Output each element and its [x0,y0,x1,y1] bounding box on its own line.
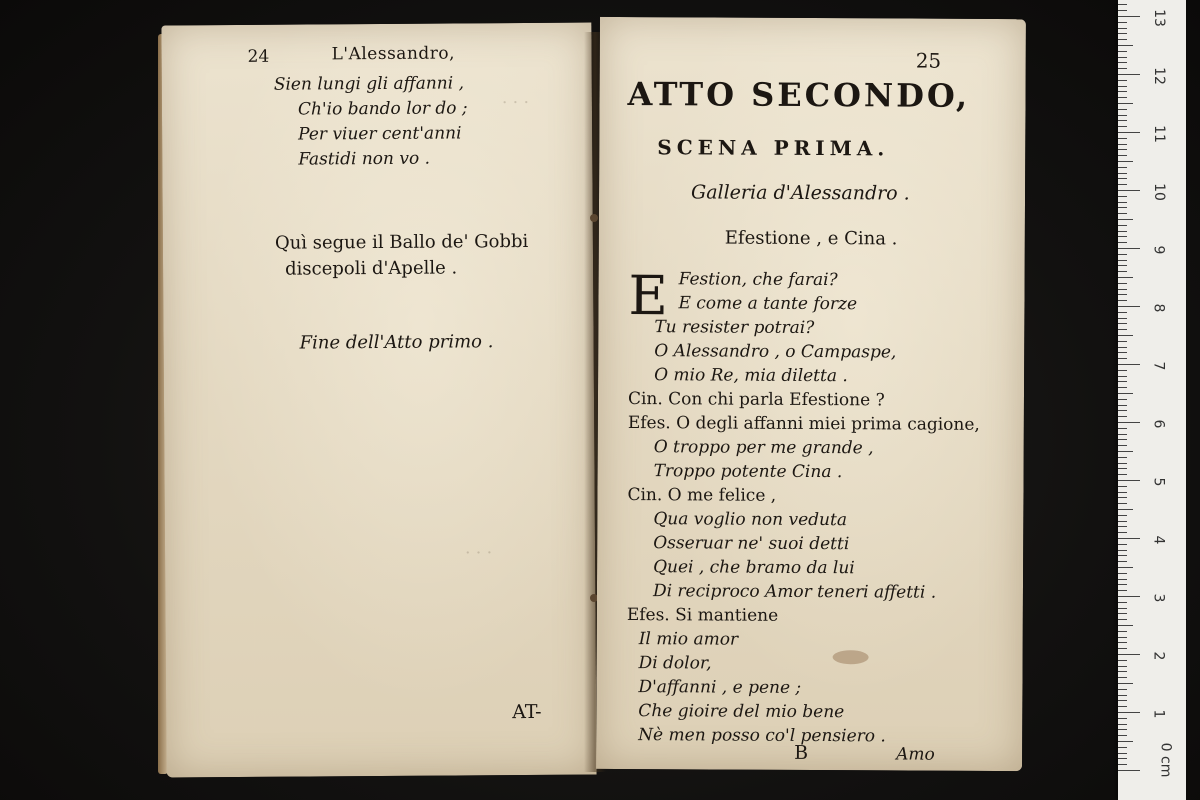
ruler-tick [1118,167,1127,168]
ruler-tick [1118,410,1127,411]
ruler-tick [1118,712,1140,713]
ruler-tick [1118,236,1127,237]
ruler-tick [1118,370,1127,371]
ruler-tick [1118,126,1127,127]
ruler-tick [1118,51,1127,52]
ruler-tick [1118,120,1127,121]
left-page [161,23,596,778]
ruler-tick [1118,439,1127,440]
ruler-tick [1118,526,1127,527]
verse-line: Di dolor, [638,653,712,674]
ruler-tick [1118,648,1127,649]
left-catchword: AT- [512,700,542,724]
ruler-tick [1118,33,1127,34]
ruler-tick [1118,428,1127,429]
ruler-number: 13 [1150,9,1167,27]
verse-line: Per viuer cent'anni [298,123,462,145]
bleed-through-text: · · · [465,543,493,564]
ruler-tick [1118,74,1140,75]
ruler-tick [1118,138,1127,139]
ruler-tick [1118,764,1127,765]
signature-mark: B [794,741,809,764]
ruler-tick [1118,318,1127,319]
ruler-tick [1118,312,1127,313]
ruler-number: 11 [1150,125,1167,143]
verse-line: E come a tante forze [678,293,858,315]
ruler-tick [1118,683,1133,684]
ruler-tick [1118,758,1127,759]
ruler-tick [1118,399,1127,400]
verse-line: Troppo potente Cina . [653,461,843,483]
ruler-tick [1118,567,1133,568]
ruler-tick [1118,283,1127,284]
right-page-number: 25 [915,48,942,73]
verse-line: Qua voglio non veduta [653,509,848,531]
ruler-tick [1118,735,1127,736]
ruler-tick [1118,387,1127,388]
ruler-tick [1118,364,1140,365]
ruler-tick [1118,254,1127,255]
ruler-tick [1118,515,1127,516]
ruler-tick [1118,608,1127,609]
ruler-tick [1118,753,1127,754]
ruler-tick [1118,358,1127,359]
ruler-tick [1118,248,1140,249]
ruler-tick [1118,521,1127,522]
ruler-number: 5 [1150,477,1167,487]
ruler-tick [1118,642,1127,643]
verse-line: Sien lungi gli affanni , [273,73,465,95]
ruler-tick [1118,341,1127,342]
ruler-tick [1118,671,1127,672]
ruler-tick [1118,184,1127,185]
ruler-tick [1118,242,1127,243]
ruler-tick [1118,271,1127,272]
ruler-tick [1118,376,1127,377]
ruler-tick [1118,660,1127,661]
ruler-tick [1118,277,1133,278]
ruler-number: 4 [1150,535,1167,545]
ruler-tick [1118,28,1127,29]
ruler-unit-label: 0 cm [1157,742,1174,778]
ruler-tick [1118,538,1140,539]
ruler-tick [1118,393,1133,394]
ruler-tick [1118,260,1127,261]
ruler-tick [1118,706,1127,707]
dialogue-line: Cin. Con chi parla Efestione ? [627,389,885,411]
dialogue-line: Efes. Si mantiene [626,605,779,626]
ruler-tick [1118,770,1140,771]
ruler-tick [1118,265,1127,266]
act-title: ATTO SECONDO, [627,75,971,115]
verse-line: O mio Re, mia diletta . [654,365,848,387]
ruler-tick [1118,468,1127,469]
bleed-through-text: · · · [501,92,530,114]
ruler-tick [1118,335,1133,336]
drop-cap: E [628,264,669,328]
ruler-tick [1118,39,1127,40]
ruler-tick [1118,190,1140,191]
ruler-tick [1118,561,1127,562]
verse-line: Che gioire del mio bene [638,701,845,723]
open-book [158,14,1030,774]
ruler-tick [1118,637,1127,638]
ruler-number: 2 [1150,651,1167,661]
ruler-tick [1118,451,1133,452]
ruler-tick [1118,532,1127,533]
dialogue-line: Efes. O degli affanni miei prima cagione, [627,413,980,435]
ruler-tick [1118,381,1127,382]
ruler-tick [1118,550,1127,551]
ruler-number: 12 [1150,67,1167,85]
ruler-tick [1118,474,1127,475]
ruler-number: 7 [1150,361,1167,371]
ruler-tick [1118,144,1127,145]
ruler-tick [1118,80,1127,81]
verse-line: Ch'io bando lor do ; [297,98,468,120]
ruler-tick [1118,602,1127,603]
ruler-tick [1118,445,1127,446]
ruler-tick [1118,132,1140,133]
ruler-tick [1118,724,1127,725]
ruler-tick [1118,654,1140,655]
ruler-tick [1118,590,1127,591]
ruler-tick [1118,207,1127,208]
ruler-tick [1118,329,1127,330]
ruler-tick [1118,497,1127,498]
ruler-tick [1118,57,1127,58]
ruler-tick [1118,619,1127,620]
ruler-tick [1118,86,1127,87]
ruler-tick [1118,352,1127,353]
ruler-tick [1118,492,1127,493]
ruler-number: 6 [1150,419,1167,429]
ruler-tick [1118,463,1127,464]
ruler-tick [1118,584,1127,585]
ruler-tick [1118,434,1127,435]
ruler-tick [1118,422,1140,423]
dialogue-line: Cin. O me felice , [627,485,777,506]
binding-stitch [590,214,598,222]
ruler-tick [1118,457,1127,458]
ruler-tick [1118,289,1127,290]
ruler-tick [1118,416,1127,417]
verse-line: Fastidi non vo . [298,148,431,170]
ruler-tick [1118,613,1127,614]
ruler-tick [1118,596,1140,597]
stage-note-line: Quì segue il Ballo de' Gobbi [274,230,529,254]
ruler-tick [1118,625,1133,626]
ruler-tick [1118,22,1127,23]
ruler-tick [1118,700,1127,701]
ruler-tick [1118,347,1127,348]
verse-line: Il mio amor [638,629,739,650]
ruler-tick [1118,91,1127,92]
ruler-tick [1118,747,1127,748]
ruler-tick [1118,213,1127,214]
verse-line: Osseruar ne' suoi detti [653,533,850,555]
ruler-tick [1118,480,1140,481]
ruler-tick [1118,45,1133,46]
verse-line: Di reciproco Amor teneri affetti . [652,581,937,603]
ruler-tick [1118,631,1127,632]
ruler-tick [1118,173,1127,174]
ruler-number: 8 [1150,303,1167,313]
ruler-number: 9 [1150,245,1167,255]
ruler-tick [1118,306,1140,307]
ruler-tick [1118,196,1127,197]
left-page-number: 24 [247,46,270,67]
stage-note-line: discepoli d'Apelle . [285,257,458,280]
running-head: L'Alessandro, [331,43,456,65]
scene-setting: Galleria d'Alessandro . [690,181,910,205]
ruler-number: 3 [1150,593,1167,603]
verse-line: Festion, che farai? [678,269,838,291]
ruler-tick [1118,555,1127,556]
ruler-tick [1118,202,1127,203]
ruler-tick [1118,225,1127,226]
ruler-tick [1118,97,1127,98]
ruler-tick [1118,579,1127,580]
ruler-tick [1118,155,1127,156]
characters-line: Efestione , e Cina . [724,227,898,250]
verse-line: Tu resister potrai? [654,317,815,339]
verse-line: D'affanni , e pene ; [638,677,802,698]
ruler-tick [1118,677,1127,678]
ruler-tick [1118,161,1133,162]
ruler-tick [1118,10,1127,11]
ruler-tick [1118,486,1127,487]
end-note: Fine dell'Atto primo . [299,331,494,354]
ruler-tick [1118,573,1127,574]
right-page [596,17,1026,771]
ruler-tick [1118,718,1127,719]
ruler-tick [1118,323,1127,324]
ruler-tick [1118,109,1127,110]
ruler-tick [1118,16,1140,17]
ruler-tick [1118,62,1127,63]
verse-line: O troppo per me grande , [653,437,874,459]
measurement-ruler [1118,0,1186,800]
ruler-tick [1118,729,1127,730]
ruler-tick [1118,666,1127,667]
ruler-tick [1118,689,1127,690]
ruler-tick [1118,300,1127,301]
ruler-number: 10 [1150,183,1167,201]
ruler-tick [1118,4,1127,5]
ruler-tick [1118,503,1127,504]
right-catchword: Amo [896,744,935,765]
ruler-number: 1 [1150,709,1167,719]
ruler-tick [1118,178,1127,179]
ruler-tick [1118,405,1127,406]
stain [833,650,869,664]
ruler-tick [1118,741,1133,742]
scene-title: SCENA PRIMA. [657,135,890,161]
verse-line: O Alessandro , o Campaspe, [654,341,897,363]
ruler-tick [1118,219,1133,220]
ruler-tick [1118,103,1133,104]
verse-line: Quei , che bramo da lui [653,557,855,579]
ruler-tick [1118,231,1127,232]
ruler-tick [1118,544,1127,545]
ruler-tick [1118,149,1127,150]
ruler-tick [1118,509,1133,510]
ruler-tick [1118,68,1127,69]
verse-line: Nè men posso co'l pensiero . [638,725,886,747]
ruler-tick [1118,695,1127,696]
ruler-tick [1118,115,1127,116]
ruler-tick [1118,294,1127,295]
